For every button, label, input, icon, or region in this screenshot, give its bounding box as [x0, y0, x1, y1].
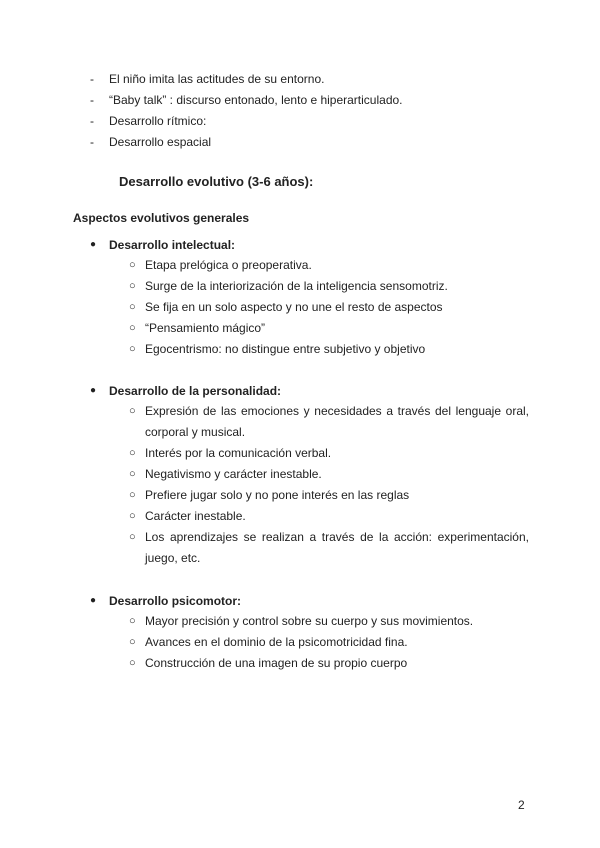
list-item: [129, 401, 529, 443]
circle-bullet-icon: ○: [129, 259, 136, 271]
list-item-text: Expresión de las emociones y necesidades a través del lenguaje oral, corporal y musical.: [145, 404, 529, 439]
list-item-text: Los aprendizajes se realizan a través de la acción: experimentación, juego, etc.: [145, 530, 529, 565]
list-item-text: Carácter inestable.: [145, 509, 246, 523]
circle-bullet-icon: ○: [129, 280, 136, 292]
dash-marker: -: [90, 93, 94, 107]
list-item-text: Egocentrismo: no distingue entre subjetivo y objetivo: [145, 342, 426, 356]
list-item: [129, 276, 529, 297]
list-item-text: Surge de la interiorización de la inteligencia sensomotriz.: [145, 279, 448, 293]
list-item: [129, 339, 529, 360]
circle-bullet-icon: ○: [129, 531, 136, 543]
list-item-text: Etapa prelógica o preoperativa.: [145, 258, 312, 272]
list-item-text: Desarrollo espacial: [109, 135, 212, 149]
bullet-dot-icon: ●: [90, 595, 97, 606]
list-item: [129, 632, 529, 653]
page-number: 2: [518, 798, 525, 812]
list-item: [129, 255, 529, 276]
list-item-text: Mayor precisión y control sobre su cuerpo y sus movimientos.: [145, 614, 474, 628]
circle-bullet-icon: ○: [129, 636, 136, 648]
list-item-text: Prefiere jugar solo y no pone interés en las reglas: [145, 488, 410, 502]
circle-bullet-icon: ○: [129, 322, 136, 334]
list-item-text: “Baby talk” : discurso entonado, lento e hiperarticulado.: [109, 93, 403, 107]
list-item-text: Desarrollo rítmico:: [109, 114, 207, 128]
list-item: [129, 611, 529, 632]
list-item: [129, 506, 529, 527]
group-title: Desarrollo intelectual:: [109, 238, 236, 252]
circle-bullet-icon: ○: [129, 301, 136, 313]
list-item: [129, 297, 529, 318]
list-item-text: Construcción de una imagen de su propio cuerpo: [145, 656, 408, 670]
list-item-text: Se fija en un solo aspecto y no une el resto de aspectos: [145, 300, 443, 314]
circle-bullet-icon: ○: [129, 468, 136, 480]
list-item: [129, 653, 529, 674]
circle-bullet-icon: ○: [129, 489, 136, 501]
group-title: Desarrollo de la personalidad:: [109, 384, 282, 398]
list-item-text: Interés por la comunicación verbal.: [145, 446, 332, 460]
circle-bullet-icon: ○: [129, 657, 136, 669]
list-item-text: Avances en el dominio de la psicomotricidad fina.: [145, 635, 408, 649]
bullet-dot-icon: ●: [90, 239, 97, 250]
dash-marker: -: [90, 135, 94, 149]
list-item: [129, 527, 529, 569]
list-item-text: “Pensamiento mágico”: [145, 321, 266, 335]
list-item-text: Negativismo y carácter inestable.: [145, 467, 322, 481]
bullet-dot-icon: ●: [90, 385, 97, 396]
circle-bullet-icon: ○: [129, 405, 136, 417]
dash-marker: -: [90, 114, 94, 128]
circle-bullet-icon: ○: [129, 447, 136, 459]
subheading: Aspectos evolutivos generales: [73, 211, 250, 225]
section-title: Desarrollo evolutivo (3-6 años):: [119, 174, 314, 189]
list-item: [129, 464, 529, 485]
circle-bullet-icon: ○: [129, 343, 136, 355]
group-title: Desarrollo psicomotor:: [109, 594, 242, 608]
circle-bullet-icon: ○: [129, 510, 136, 522]
circle-bullet-icon: ○: [129, 615, 136, 627]
list-item: [129, 443, 529, 464]
list-item: [129, 318, 529, 339]
list-item: [129, 485, 529, 506]
list-item-text: El niño imita las actitudes de su entorno.: [109, 72, 325, 86]
dash-marker: -: [90, 72, 94, 86]
